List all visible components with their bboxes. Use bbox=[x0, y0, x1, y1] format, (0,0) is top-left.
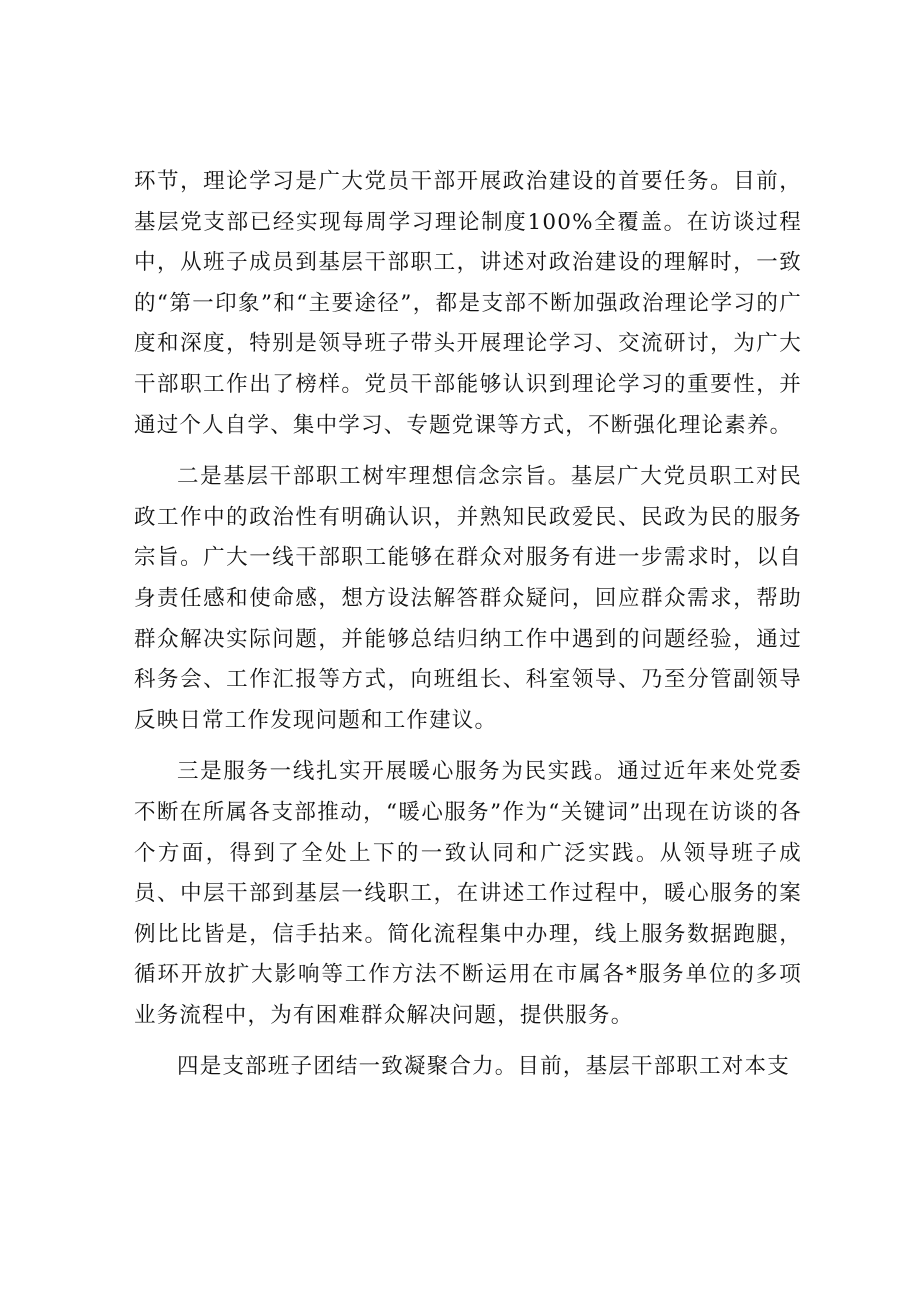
paragraph-point-two: 二是基层干部职工树牢理想信念宗旨。基层广大党员职工对民政工作中的政治性有明确认识，并熟知民政爱民、民政为民的服务宗旨。广大一线干部职工能够在群众对服务有进一步需求时，以自身责任感和使命感，想方设法解答群众疑问，回应群众需求，帮助群众解决实际问题，并能够总结归纳工作中遇到的问题经验，通过科务会、工作汇报等方式，向班组长、科室领导、乃至分管副领导反映日常工作发现问题和工作建议。 bbox=[134, 464, 802, 733]
document-body bbox=[134, 162, 802, 1088]
paragraph-point-four: 四是支部班子团结一致凝聚合力。目前，基层干部职工对本支 bbox=[177, 1054, 790, 1080]
paragraph-point-three: 三是服务一线扎实开展暖心服务为民实践。通过近年来处党委不断在所属各支部推动，“暖心服务”作为“关键词”出现在访谈的各个方面，得到了全处上下的一致认同和广泛实践。从领导班子成员、中层干部到基层一线职工，在讲述工作过程中，暖心服务的案例比比皆是，信手拈来。简化流程集中办理，线上服务数据跑腿，循环开放扩大影响等工作方法不断运用在市属各*服务单位的多项业务流程中，为有困难群众解决问题，提供服务。 bbox=[134, 759, 802, 1028]
paragraph-continuation: 环节，理论学习是广大党员干部开展政治建设的首要任务。目前，基层党支部已经实现每周学习理论制度100%全覆盖。在访谈过程中，从班子成员到基层干部职工，讲述对政治建设的理解时，一致的“第一印象”和“主要途径”，都是支部不断加强政治理论学习的广度和深度，特别是领导班子带头开展理论学习、交流研讨，为广大干部职工作出了榜样。党员干部能够认识到理论学习的重要性，并通过个人自学、集中学习、专题党课等方式，不断强化理论素养。 bbox=[134, 169, 802, 438]
